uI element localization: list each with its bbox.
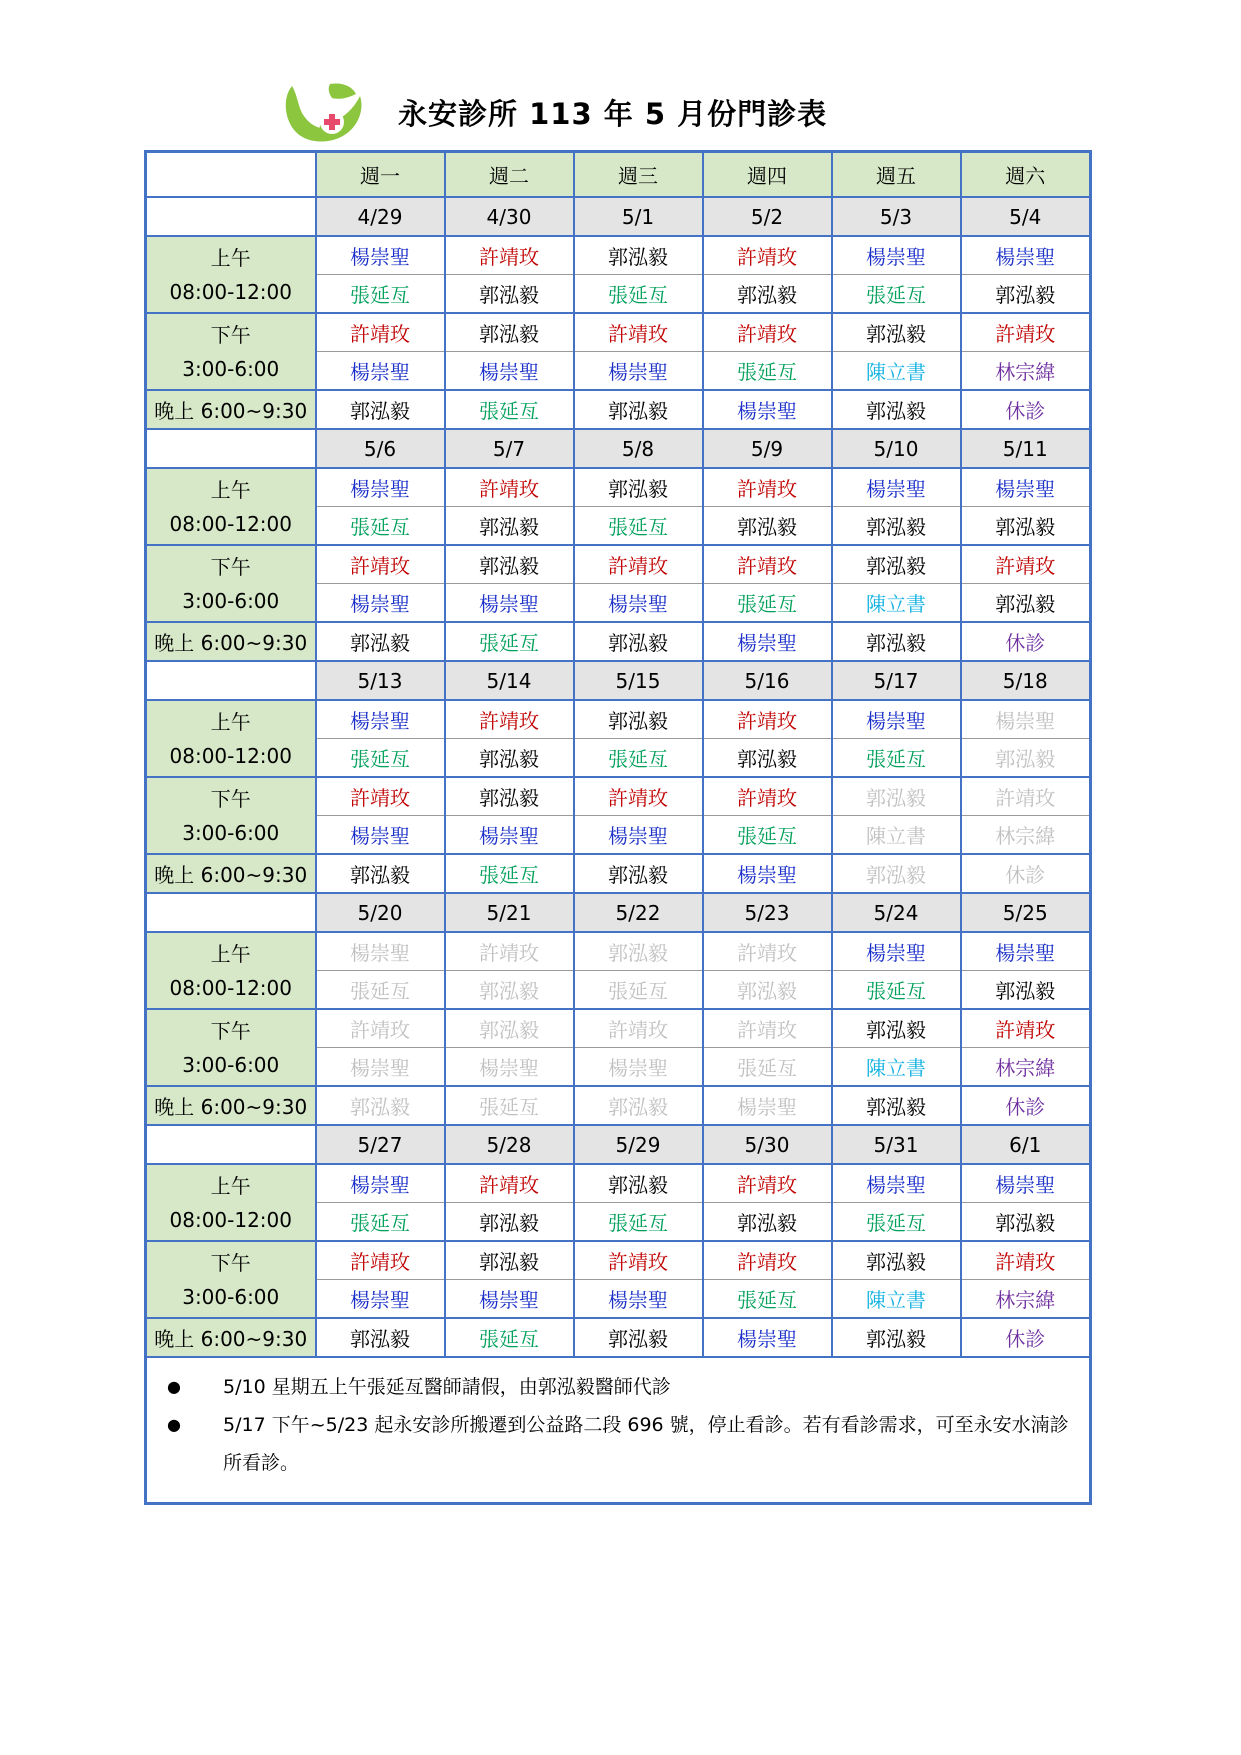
doctor-cell: 郭泓毅: [574, 622, 703, 661]
afternoon-slot-time: 3:00-6:00: [182, 588, 280, 613]
date-row: [146, 429, 1091, 468]
doctor-cell: 郭泓毅: [832, 854, 961, 893]
date-cell: 5/4: [961, 197, 1091, 236]
doctor-cell: 郭泓毅: [961, 1203, 1091, 1242]
doctor-cell: 林宗緯: [961, 1280, 1091, 1319]
doctor-cell: 張延亙: [316, 1203, 445, 1242]
doctor-cell: 許靖玫: [445, 468, 574, 507]
date-row: [146, 197, 1091, 236]
doctor-cell: 楊崇聖: [316, 932, 445, 971]
doctor-cell: 楊崇聖: [832, 700, 961, 739]
doctor-cell: 許靖玫: [703, 1241, 832, 1280]
date-row-label: [146, 1125, 316, 1164]
doctor-cell: 張延亙: [832, 275, 961, 314]
afternoon-slot-name: 下午: [210, 1018, 251, 1043]
doctor-cell: 張延亙: [316, 971, 445, 1010]
doctor-cell: 郭泓毅: [445, 313, 574, 352]
morning-slot-time: 08:00-12:00: [169, 1207, 292, 1232]
doctor-cell: 郭泓毅: [832, 390, 961, 429]
doctor-cell: 楊崇聖: [316, 700, 445, 739]
doctor-cell: 楊崇聖: [574, 1048, 703, 1087]
doctor-cell: 郭泓毅: [316, 622, 445, 661]
afternoon-slot-label: [146, 777, 316, 854]
doctor-cell: 楊崇聖: [703, 854, 832, 893]
doctor-cell: 許靖玫: [316, 1241, 445, 1280]
evening-slot-label: 晚上 6:00~9:30: [146, 1086, 316, 1125]
doctor-cell: 楊崇聖: [445, 1280, 574, 1319]
afternoon-slot-time: 3:00-6:00: [182, 1284, 280, 1309]
corner-cell: [146, 152, 316, 198]
morning-slot-time: 08:00-12:00: [169, 743, 292, 768]
doctor-cell: 郭泓毅: [445, 739, 574, 778]
doctor-cell: 許靖玫: [445, 932, 574, 971]
doctor-cell: 楊崇聖: [961, 468, 1091, 507]
morning-slot-name: 上午: [210, 1173, 251, 1198]
doctor-cell: 張延亙: [316, 275, 445, 314]
date-cell: 5/14: [445, 661, 574, 700]
doctor-cell: 張延亙: [832, 739, 961, 778]
doctor-cell: 許靖玫: [574, 1009, 703, 1048]
doctor-cell: 張延亙: [703, 352, 832, 391]
morning-slot-row: [146, 700, 1091, 739]
doctor-cell: 張延亙: [445, 1086, 574, 1125]
doctor-cell: 許靖玫: [961, 545, 1091, 584]
doctor-cell: 郭泓毅: [832, 545, 961, 584]
doctor-cell: 休診: [961, 854, 1091, 893]
morning-slot-label: [146, 1164, 316, 1241]
evening-slot-label: 晚上 6:00~9:30: [146, 1318, 316, 1357]
morning-slot-time: 08:00-12:00: [169, 279, 292, 304]
doctor-cell: 郭泓毅: [445, 1241, 574, 1280]
date-cell: 5/28: [445, 1125, 574, 1164]
note-item: [165, 1368, 1071, 1406]
doctor-cell: 張延亙: [832, 1203, 961, 1242]
date-cell: 5/2: [703, 197, 832, 236]
doctor-cell: 楊崇聖: [316, 352, 445, 391]
doctor-cell: 許靖玫: [703, 1009, 832, 1048]
doctor-cell: 郭泓毅: [574, 236, 703, 275]
morning-slot-label: [146, 932, 316, 1009]
doctor-cell: 許靖玫: [445, 1164, 574, 1203]
note-text: 5/10 星期五上午張延亙醫師請假，由郭泓毅醫師代診: [223, 1376, 671, 1398]
doctor-cell: 張延亙: [316, 507, 445, 546]
doctor-cell: 楊崇聖: [961, 1164, 1091, 1203]
doctor-cell: 郭泓毅: [703, 275, 832, 314]
morning-slot-row: [146, 236, 1091, 275]
morning-slot-name: 上午: [210, 709, 251, 734]
date-cell: 4/29: [316, 197, 445, 236]
date-cell: 5/7: [445, 429, 574, 468]
date-cell: 5/23: [703, 893, 832, 932]
doctor-cell: 許靖玫: [703, 932, 832, 971]
doctor-cell: 楊崇聖: [961, 236, 1091, 275]
date-row: [146, 1125, 1091, 1164]
morning-slot-label: [146, 468, 316, 545]
morning-slot-time: 08:00-12:00: [169, 975, 292, 1000]
morning-slot-name: 上午: [210, 245, 251, 270]
evening-slot-label: 晚上 6:00~9:30: [146, 390, 316, 429]
evening-slot-row: [146, 622, 1091, 661]
date-cell: 5/30: [703, 1125, 832, 1164]
evening-slot-label: 晚上 6:00~9:30: [146, 854, 316, 893]
doctor-cell: 楊崇聖: [316, 816, 445, 855]
date-cell: 5/21: [445, 893, 574, 932]
doctor-cell: 郭泓毅: [574, 932, 703, 971]
doctor-cell: 楊崇聖: [574, 816, 703, 855]
doctor-cell: 郭泓毅: [574, 1164, 703, 1203]
doctor-cell: 林宗緯: [961, 1048, 1091, 1087]
doctor-cell: 楊崇聖: [703, 1318, 832, 1357]
doctor-cell: 張延亙: [316, 739, 445, 778]
date-cell: 5/31: [832, 1125, 961, 1164]
doctor-cell: 陳立書: [832, 816, 961, 855]
afternoon-slot-row: [146, 777, 1091, 816]
doctor-cell: 許靖玫: [574, 545, 703, 584]
date-cell: 5/9: [703, 429, 832, 468]
afternoon-slot-label: [146, 313, 316, 390]
evening-slot-label: 晚上 6:00~9:30: [146, 622, 316, 661]
doctor-cell: 郭泓毅: [832, 1318, 961, 1357]
doctor-cell: 張延亙: [445, 854, 574, 893]
date-cell: 5/3: [832, 197, 961, 236]
doctor-cell: 楊崇聖: [832, 236, 961, 275]
doctor-cell: 許靖玫: [445, 700, 574, 739]
doctor-cell: 郭泓毅: [574, 390, 703, 429]
weekday-header: 週四: [703, 152, 832, 198]
evening-slot-row: [146, 1318, 1091, 1357]
date-cell: 5/27: [316, 1125, 445, 1164]
weekday-header: 週一: [316, 152, 445, 198]
doctor-cell: 許靖玫: [316, 777, 445, 816]
weekday-header-row: [146, 152, 1091, 198]
date-cell: 5/25: [961, 893, 1091, 932]
doctor-cell: 郭泓毅: [316, 1086, 445, 1125]
evening-slot-row: [146, 854, 1091, 893]
doctor-cell: 楊崇聖: [316, 1164, 445, 1203]
morning-slot-name: 上午: [210, 941, 251, 966]
page-title: 永安診所 113 年 5 月份門診表: [398, 97, 828, 131]
doctor-cell: 楊崇聖: [703, 1086, 832, 1125]
date-row-label: [146, 429, 316, 468]
doctor-cell: 許靖玫: [703, 545, 832, 584]
doctor-cell: 郭泓毅: [445, 971, 574, 1010]
doctor-cell: 郭泓毅: [574, 700, 703, 739]
date-cell: 5/16: [703, 661, 832, 700]
doctor-cell: 許靖玫: [316, 1009, 445, 1048]
doctor-cell: 張延亙: [703, 816, 832, 855]
morning-slot-label: [146, 236, 316, 313]
doctor-cell: 郭泓毅: [574, 1086, 703, 1125]
doctor-cell: 張延亙: [574, 1203, 703, 1242]
doctor-cell: 張延亙: [832, 971, 961, 1010]
doctor-cell: 楊崇聖: [832, 468, 961, 507]
note-text: 5/17 下午~5/23 起永安診所搬遷到公益路二段 696 號，停止看診。若有看診需求，可至永安水湳診所看診。: [223, 1414, 1069, 1474]
doctor-cell: 休診: [961, 1086, 1091, 1125]
notes-cell: [146, 1357, 1091, 1504]
afternoon-slot-time: 3:00-6:00: [182, 820, 280, 845]
morning-slot-row: [146, 932, 1091, 971]
doctor-cell: 郭泓毅: [574, 854, 703, 893]
clinic-schedule-table: [144, 150, 1092, 1505]
afternoon-slot-name: 下午: [210, 554, 251, 579]
doctor-cell: 林宗緯: [961, 816, 1091, 855]
morning-slot-row: [146, 1164, 1091, 1203]
doctor-cell: 許靖玫: [961, 1241, 1091, 1280]
doctor-cell: 楊崇聖: [316, 1280, 445, 1319]
morning-slot-name: 上午: [210, 477, 251, 502]
doctor-cell: 陳立書: [832, 584, 961, 623]
date-cell: 5/29: [574, 1125, 703, 1164]
doctor-cell: 許靖玫: [574, 1241, 703, 1280]
doctor-cell: 張延亙: [445, 390, 574, 429]
doctor-cell: 郭泓毅: [832, 1086, 961, 1125]
doctor-cell: 楊崇聖: [961, 700, 1091, 739]
doctor-cell: 許靖玫: [574, 313, 703, 352]
doctor-cell: 郭泓毅: [703, 1203, 832, 1242]
afternoon-slot-name: 下午: [210, 786, 251, 811]
doctor-cell: 楊崇聖: [445, 584, 574, 623]
weekday-header: 週六: [961, 152, 1091, 198]
morning-slot-time: 08:00-12:00: [169, 511, 292, 536]
date-cell: 5/22: [574, 893, 703, 932]
doctor-cell: 許靖玫: [961, 1009, 1091, 1048]
doctor-cell: 郭泓毅: [832, 507, 961, 546]
morning-slot-label: [146, 700, 316, 777]
doctor-cell: 許靖玫: [703, 1164, 832, 1203]
page-header: [280, 72, 980, 152]
doctor-cell: 楊崇聖: [832, 932, 961, 971]
doctor-cell: 許靖玫: [961, 313, 1091, 352]
doctor-cell: 郭泓毅: [445, 545, 574, 584]
doctor-cell: 陳立書: [832, 1048, 961, 1087]
date-cell: 5/18: [961, 661, 1091, 700]
date-row-label: [146, 197, 316, 236]
afternoon-slot-row: [146, 1009, 1091, 1048]
doctor-cell: 陳立書: [832, 352, 961, 391]
doctor-cell: 郭泓毅: [703, 971, 832, 1010]
doctor-cell: 楊崇聖: [316, 584, 445, 623]
doctor-cell: 郭泓毅: [832, 1241, 961, 1280]
date-row-label: [146, 661, 316, 700]
doctor-cell: 張延亙: [703, 1048, 832, 1087]
date-cell: 5/8: [574, 429, 703, 468]
doctor-cell: 張延亙: [445, 1318, 574, 1357]
doctor-cell: 許靖玫: [445, 236, 574, 275]
doctor-cell: 張延亙: [574, 507, 703, 546]
doctor-cell: 郭泓毅: [703, 739, 832, 778]
doctor-cell: 郭泓毅: [445, 1203, 574, 1242]
date-cell: 5/13: [316, 661, 445, 700]
date-cell: 5/1: [574, 197, 703, 236]
doctor-cell: 楊崇聖: [445, 816, 574, 855]
doctor-cell: 許靖玫: [574, 777, 703, 816]
bullet-icon: ●: [167, 1377, 181, 1396]
doctor-cell: 郭泓毅: [961, 275, 1091, 314]
doctor-cell: 許靖玫: [961, 777, 1091, 816]
date-row: [146, 893, 1091, 932]
notes-row: [146, 1357, 1091, 1504]
doctor-cell: 郭泓毅: [316, 854, 445, 893]
evening-slot-row: [146, 390, 1091, 429]
doctor-cell: 郭泓毅: [961, 507, 1091, 546]
note-item: [165, 1406, 1071, 1482]
clinic-logo-icon: [280, 78, 366, 146]
doctor-cell: 張延亙: [703, 1280, 832, 1319]
doctor-cell: 林宗緯: [961, 352, 1091, 391]
doctor-cell: 郭泓毅: [832, 313, 961, 352]
doctor-cell: 許靖玫: [703, 777, 832, 816]
doctor-cell: 張延亙: [703, 584, 832, 623]
doctor-cell: 休診: [961, 390, 1091, 429]
date-cell: 5/6: [316, 429, 445, 468]
doctor-cell: 楊崇聖: [445, 352, 574, 391]
date-cell: 4/30: [445, 197, 574, 236]
doctor-cell: 郭泓毅: [961, 584, 1091, 623]
afternoon-slot-row: [146, 313, 1091, 352]
doctor-cell: 楊崇聖: [574, 352, 703, 391]
afternoon-slot-time: 3:00-6:00: [182, 356, 280, 381]
doctor-cell: 休診: [961, 1318, 1091, 1357]
doctor-cell: 楊崇聖: [703, 622, 832, 661]
date-row-label: [146, 893, 316, 932]
bullet-icon: ●: [167, 1415, 181, 1434]
doctor-cell: 郭泓毅: [445, 1009, 574, 1048]
doctor-cell: 楊崇聖: [316, 236, 445, 275]
afternoon-slot-name: 下午: [210, 322, 251, 347]
doctor-cell: 郭泓毅: [961, 971, 1091, 1010]
doctor-cell: 郭泓毅: [445, 275, 574, 314]
doctor-cell: 郭泓毅: [961, 739, 1091, 778]
doctor-cell: 郭泓毅: [316, 1318, 445, 1357]
doctor-cell: 楊崇聖: [445, 1048, 574, 1087]
date-cell: 6/1: [961, 1125, 1091, 1164]
morning-slot-row: [146, 468, 1091, 507]
date-cell: 5/15: [574, 661, 703, 700]
weekday-header: 週三: [574, 152, 703, 198]
doctor-cell: 郭泓毅: [316, 390, 445, 429]
doctor-cell: 休診: [961, 622, 1091, 661]
doctor-cell: 郭泓毅: [445, 777, 574, 816]
doctor-cell: 張延亙: [445, 622, 574, 661]
doctor-cell: 楊崇聖: [961, 932, 1091, 971]
afternoon-slot-row: [146, 545, 1091, 584]
doctor-cell: 楊崇聖: [316, 468, 445, 507]
doctor-cell: 郭泓毅: [445, 507, 574, 546]
doctor-cell: 郭泓毅: [832, 777, 961, 816]
date-row: [146, 661, 1091, 700]
date-cell: 5/10: [832, 429, 961, 468]
date-cell: 5/20: [316, 893, 445, 932]
doctor-cell: 許靖玫: [316, 313, 445, 352]
doctor-cell: 郭泓毅: [703, 507, 832, 546]
evening-slot-row: [146, 1086, 1091, 1125]
doctor-cell: 郭泓毅: [832, 622, 961, 661]
doctor-cell: 郭泓毅: [574, 468, 703, 507]
weekday-header: 週二: [445, 152, 574, 198]
date-cell: 5/24: [832, 893, 961, 932]
doctor-cell: 許靖玫: [703, 236, 832, 275]
doctor-cell: 郭泓毅: [574, 1318, 703, 1357]
doctor-cell: 郭泓毅: [832, 1009, 961, 1048]
doctor-cell: 楊崇聖: [574, 584, 703, 623]
doctor-cell: 楊崇聖: [832, 1164, 961, 1203]
weekday-header: 週五: [832, 152, 961, 198]
afternoon-slot-label: [146, 1241, 316, 1318]
doctor-cell: 張延亙: [574, 971, 703, 1010]
afternoon-slot-name: 下午: [210, 1250, 251, 1275]
afternoon-slot-label: [146, 1009, 316, 1086]
doctor-cell: 楊崇聖: [316, 1048, 445, 1087]
afternoon-slot-time: 3:00-6:00: [182, 1052, 280, 1077]
doctor-cell: 陳立書: [832, 1280, 961, 1319]
date-cell: 5/11: [961, 429, 1091, 468]
doctor-cell: 張延亙: [574, 275, 703, 314]
doctor-cell: 許靖玫: [703, 313, 832, 352]
doctor-cell: 許靖玫: [316, 545, 445, 584]
date-cell: 5/17: [832, 661, 961, 700]
doctor-cell: 楊崇聖: [703, 390, 832, 429]
doctor-cell: 楊崇聖: [574, 1280, 703, 1319]
doctor-cell: 許靖玫: [703, 700, 832, 739]
afternoon-slot-row: [146, 1241, 1091, 1280]
doctor-cell: 許靖玫: [703, 468, 832, 507]
afternoon-slot-label: [146, 545, 316, 622]
doctor-cell: 張延亙: [574, 739, 703, 778]
